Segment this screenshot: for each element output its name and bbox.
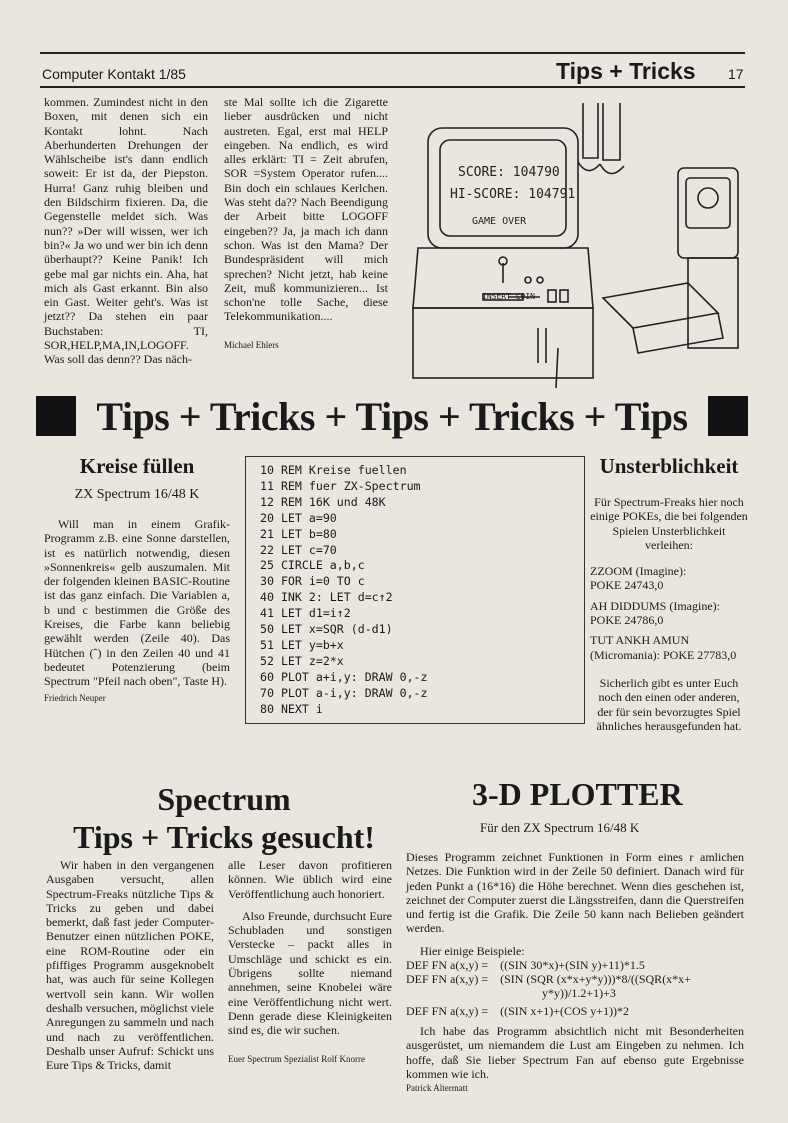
code-line: 12 REM 16K und 48K <box>260 494 386 509</box>
cartoon-gameover: GAME OVER <box>472 216 527 227</box>
kreise-article <box>44 454 230 703</box>
banner-square-left <box>36 396 76 436</box>
kreise-subtitle: ZX Spectrum 16/48 K <box>74 487 200 502</box>
code-line: 30 FOR i=0 TO c <box>260 574 365 589</box>
plotter-examples-label: Hier einige Beispiele: <box>420 943 525 958</box>
code-line: 52 LET z=2*x <box>260 653 344 668</box>
arcade-cartoon <box>388 98 748 388</box>
unsterb-intro: Für Spectrum-Freaks hier noch einige POKEs, die bei folgenden Spielen Unsterblichkeit verleihen: <box>590 495 748 552</box>
story-text-2: ste Mal sollte ich die Zigarette lieber ausdrücken und nicht austreten. Egal, erst mal HELP eingeben. Na endlich, es wird alles erklärt: TI = Zeit abrufen, SOR =System Operator rufen.... Bin doch ein schlaues Kerlchen. Was steht da?? Nach Beendigung der Arbeit bitte LOGOFF eingeben?? Ja, ja mach ich dann schon. Was ist den Mama? Der Bundespräsident will mich sprechen? Nicht jetzt, hab keine Zeit, muß kommunizieren... Ist schon'ne tolle Sache, diese Telekommunikation.... <box>224 95 388 324</box>
cartoon-insert-coin: INSERT COIN <box>482 292 535 301</box>
game-name: AH DIDDUMS (Imagine): <box>590 598 720 613</box>
formula-2b: y*y))/1.2+1)+3 <box>542 986 616 1001</box>
banner-text: Tips + Tricks + Tips + Tricks + Tips <box>96 393 688 439</box>
code-line: 70 PLOT a-i,y: DRAW 0,-z <box>260 685 428 700</box>
gesucht-title-line1: Spectrum <box>157 781 291 817</box>
unsterb-poke-list <box>590 564 748 662</box>
kreise-title: Kreise füllen <box>79 454 195 478</box>
game-name: ZZOOM (Imagine): <box>590 564 687 579</box>
unsterblichkeit-article <box>590 454 748 733</box>
story-author: Michael Ehlers <box>224 339 279 350</box>
plotter-text-1: Dieses Programm zeichnet Funktionen in Form eines r amlichen Netzes. Die Funktion wird in der Zeile 50 definiert. Danach wird für jeden Punkt a (16*16) die Höhe berechnet. Wenn dies geschehen ist, zeichnet der Computer zuerst die Längsstreifen, dann die Querstreifen und fertig ist die Grafik. Die Zeile 50 kann nach Belieben geändert werden. <box>406 850 744 936</box>
unsterb-outro: Sicherlich gibt es unter Euch noch den einen oder anderen, der für sein bevorzugtes Spiel ähnliches herausgefunden hat. <box>596 675 742 733</box>
code-line: 11 REM fuer ZX-Spectrum <box>260 478 421 493</box>
story-column-1 <box>44 95 208 367</box>
gesucht-author: Euer Spectrum Spezialist Rolf Knorre <box>228 1053 365 1064</box>
plotter-title: 3-D PLOTTER <box>472 776 683 812</box>
story-text-1: kommen. Zumindest nicht in den Boxen, mit denen sich ein Kontakt lohnt. Nach Aberhunderten Drehungen der Wählscheibe ist's dann endlich soweit: Er ist da, der Piepston. Hurra! Ganz ruhig bleiben und den Bildschirm fixieren. Da, die Gegenstelle meldet sich. Was nun?? »Der will wissen, wer ich bin?« Ja wo und wer bin ich denn überhaupt?? Keine Panik! Ich gebe mal gar nichts ein. Aha, hat mich als Gast erkannt. Bin also ein Gast. Weiter geht's. Was ist jetzt?? Da stehen ein paar Buchstaben: TI, SOR,HELP,MA,IN,LOGOFF. Was soll das denn?? Das näch- <box>44 95 208 367</box>
code-line: 10 REM Kreise fuellen <box>260 463 407 477</box>
magazine-issue: Computer Kontakt 1/85 <box>42 66 186 82</box>
code-line: 40 INK 2: LET d=c↑2 <box>260 590 393 605</box>
plotter-text-2: Ich habe das Programm absichtlich nicht mit Besonderheiten ausgerüstet, um niemandem die Lust am Eingeben zu nehmen. Ich hoffe, daß Sie lieber Spectrum Fan auf ebenso gute Ergebnisse kommen wie ich. <box>406 1024 744 1081</box>
header-rule <box>40 86 745 88</box>
plotter-body <box>406 850 744 1096</box>
gesucht-text-1: Wir haben in den vergangenen Ausgaben versucht, allen Spectrum-Freaks nützliche Tips & Tricks zu geben und dabei bemerkt, daß fast jeder Computer-Benutzer einen nützlichen POKE, eine ROM-Routine oder ein pfiffiges Programm ausgeknobelt hat, was auch für seine Kollegen wertvoll sein kann. Wir wollen deshalb versuchen, möglichst viele Anregungen zu sammeln und nach und nach zu veröffentlichen. Deshalb unser Aufruf: Schickt uns Eure Tips & Tricks, damit <box>46 858 214 1073</box>
gesucht-column-2 <box>228 858 392 1066</box>
code-line: 50 LET x=SQR (d-d1) <box>260 622 393 637</box>
gesucht-column-1 <box>46 858 214 1072</box>
gesucht-title-line2: Tips + Tricks gesucht! <box>73 819 375 855</box>
story-column-2 <box>224 95 388 352</box>
formula-3: DEF FN a(x,y) = ((SIN x+1)+(COS y+1))*2 <box>406 1004 630 1019</box>
page-number: 17 <box>728 66 744 82</box>
cartoon-score: SCORE: 104790 <box>458 165 560 180</box>
code-listing <box>245 456 585 724</box>
code-line: 21 LET b=80 <box>260 526 337 541</box>
banner-square-right <box>708 396 748 436</box>
gesucht-text-2b: Also Freunde, durchsucht Eure Schubladen und sonstigen Verstecke – packt alles in Umschläge und schickt es ein. Übrigens sollte niemand annehmen, seine Knobelei wäre eine Veröffentlichung nicht wert. Denn gerade diese Kleinigkeiten sind es, die wir suchen. <box>228 908 392 1038</box>
code-line: 41 LET d1=i↑2 <box>260 606 351 621</box>
code-line: 51 LET y=b+x <box>260 637 344 652</box>
top-rule <box>40 52 745 54</box>
cartoon-hiscore: HI-SCORE: 104791 <box>450 187 576 202</box>
code-line: 20 LET a=90 <box>260 510 337 525</box>
gesucht-title <box>44 780 404 856</box>
plotter-subtitle: Für den ZX Spectrum 16/48 K <box>480 820 640 835</box>
code-line: 60 PLOT a+i,y: DRAW 0,-z <box>260 669 428 684</box>
unsterb-title: Unsterblichkeit <box>599 454 739 478</box>
kreise-body: Will man in einem Grafik-Programm z.B. eine Sonne darstellen, ist es natürlich notwendig, diesen »Sonnenkreis« gelb auszumalen. Mit der folgenden kleinen BASIC-Routine ist das ganz einfach. Die Variablen a, b und c bestimmen die Größe des Kreises, die Farbe kann beliebig gewählt werden (Zeile 40). Das Hütchen (ˆ) in den Zeilen 40 und 41 bedeutet Potenzierung (beim Spectrum "Pfeil nach oben", Taste H). <box>44 517 230 689</box>
kreise-author: Friedrich Neuper <box>44 692 106 703</box>
game-name: TUT ANKH AMUN (Micromania): POKE 27783,0 <box>590 633 737 662</box>
plotter-author: Patrick Altermatt <box>406 1083 468 1094</box>
section-title: Tips + Tricks <box>556 58 696 84</box>
formula-1: DEF FN a(x,y) = ((SIN 30*x)+(SIN y)+11)*1.5 <box>406 958 645 973</box>
game-poke: POKE 24786,0 <box>590 613 664 628</box>
gesucht-text-2a: alle Leser davon profitieren können. Wie üblich wird eine Veröffentlichung auch honoriert. <box>228 858 392 901</box>
code-line: 25 CIRCLE a,b,c <box>260 558 365 573</box>
code-line: 80 NEXT i <box>260 701 323 716</box>
code-line: 22 LET c=70 <box>260 542 337 557</box>
game-poke: POKE 24743,0 <box>590 578 664 593</box>
formula-2: DEF FN a(x,y) = (SIN (SQR (x*x+y*y)))*8/((SQR(x*x+ <box>406 972 691 987</box>
tips-banner <box>36 393 748 439</box>
